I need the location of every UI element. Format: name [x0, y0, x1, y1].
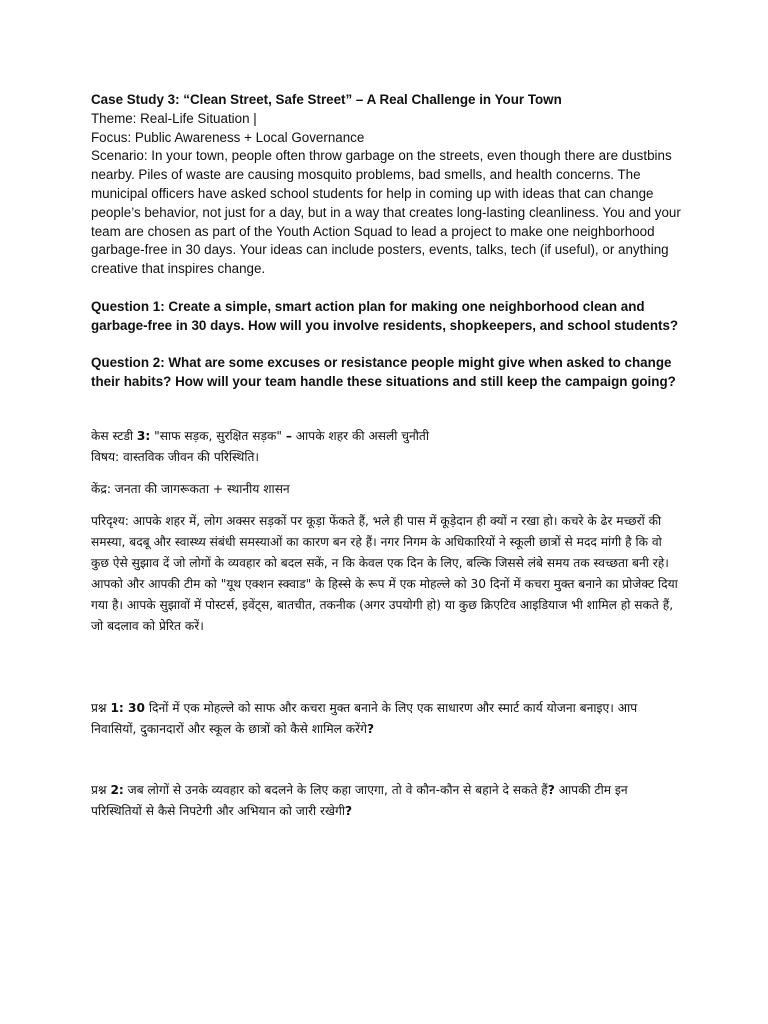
hindi-question-2: [91, 780, 681, 822]
hindi-title: [91, 426, 681, 447]
hindi-q2-text-2: आपकी टीम इन परिस्थितियों से कैसे निपटेगी और अभियान को जारी रखेगी: [91, 782, 628, 818]
hindi-section: [91, 426, 681, 822]
hindi-q2-number: 2:: [110, 782, 124, 797]
scenario-paragraph: Scenario: In your town, people often throw garbage on the streets, even though there are dustbins nearby. Piles of waste are causing mosquito problems, bad smells, and health concerns. The municipal officers have asked school students for help in coming up with ideas that can change people’s behavior, not just for a day, but in a way that creates long-lasting cleanliness. You and your team are chosen as part of the Youth Action Squad to lead a project to make one neighborhood garbage-free in 30 days. Your ideas can include posters, events, talks, tech (if useful), or anything creative that inspires change.: [91, 148, 681, 277]
hindi-q2-end-mark: ?: [344, 803, 353, 818]
hindi-title-tail: आपके शहर की असली चुनौती: [291, 428, 430, 443]
document-page: [91, 91, 681, 822]
english-section: [91, 91, 681, 392]
focus-line: Focus: Public Awareness + Local Governance: [91, 129, 365, 145]
hindi-q1-number: 1: 30: [110, 700, 145, 715]
hindi-q2-mark: ?: [547, 782, 555, 797]
hindi-q1-prefix: प्रश्न: [91, 700, 111, 715]
question-1: Question 1: Create a simple, smart action plan for making one neighborhood clean and garbage-free in 30 days. How will you involve residents, shopkeepers, and school students?: [91, 298, 679, 333]
hindi-q1-mark: ?: [366, 721, 375, 736]
hindi-focus-line: केंद्र: जनता की जागरूकता + स्थानीय शासन: [91, 481, 290, 496]
hindi-q2-text: जब लोगों से उनके व्यवहार को बदलने के लिए कहा जाएगा, तो वे कौन-कौन से बहाने दे सकते हैं: [123, 782, 548, 797]
hindi-scenario-paragraph: परिदृश्य: आपके शहर में, लोग अक्सर सड़कों पर कूड़ा फेंकते हैं, भले ही पास में कूड़ेदान ही क्यों न रखा हो। कचरे के ढेर मच्छरों की समस्या, बदबू और स्वास्थ्य संबंधी समस्याओं का कारण बन रहे हैं। नगर निगम के अधिकारियों ने स्कूली छात्रों से मदद मांगी है कि वो कुछ ऐसे सुझाव दें जो लोगों के व्यवहार को बदल सकें, न कि केवल एक दिन के लिए, बल्कि जिससे लंबे समय तक स्वच्छता बनी रहे। आपको और आपकी टीम को "यूथ एक्शन स्क्वाड" के हिस्से के रूप में एक मोहल्ले को 30 दिनों में कचरा मुक्त बनाने का प्रोजेक्ट दिया गया है। आपके सुझावों में पोस्टर्स, इवेंट्स, बातचीत, तकनीक (अगर उपयोगी हो) या कुछ क्रिएटिव आइडियाज भी शामिल हो सकते हैं, जो बदलाव को प्रेरित करें।: [91, 513, 678, 633]
hindi-title-quote: "साफ सड़क, सुरक्षित सड़क": [150, 428, 286, 443]
hindi-theme-line: विषय: वास्तविक जीवन की परिस्थिति।: [91, 449, 260, 464]
hindi-title-number: 3:: [136, 428, 151, 443]
hindi-q2-prefix: प्रश्न: [91, 782, 111, 797]
hindi-title-dash: –: [285, 428, 292, 443]
hindi-title-prefix: केस स्टडी: [91, 428, 137, 443]
question-2: Question 2: What are some excuses or resistance people might give when asked to change their habits? How will your team handle these situations and still keep the campaign going?: [91, 355, 676, 389]
hindi-q1-text: दिनों में एक मोहल्ले को साफ और कचरा मुक्त बनाने के लिए एक साधारण और स्मार्ट कार्य योजना बनाइए। आप निवासियों, दुकानदारों और स्कूल के छात्रों को कैसे शामिल करेंगे: [91, 700, 638, 736]
theme-line: Theme: Real-Life Situation |: [91, 110, 257, 126]
hindi-question-1: [91, 698, 681, 740]
case-study-title: Case Study 3: “Clean Street, Safe Street” – A Real Challenge in Your Town: [91, 92, 562, 107]
